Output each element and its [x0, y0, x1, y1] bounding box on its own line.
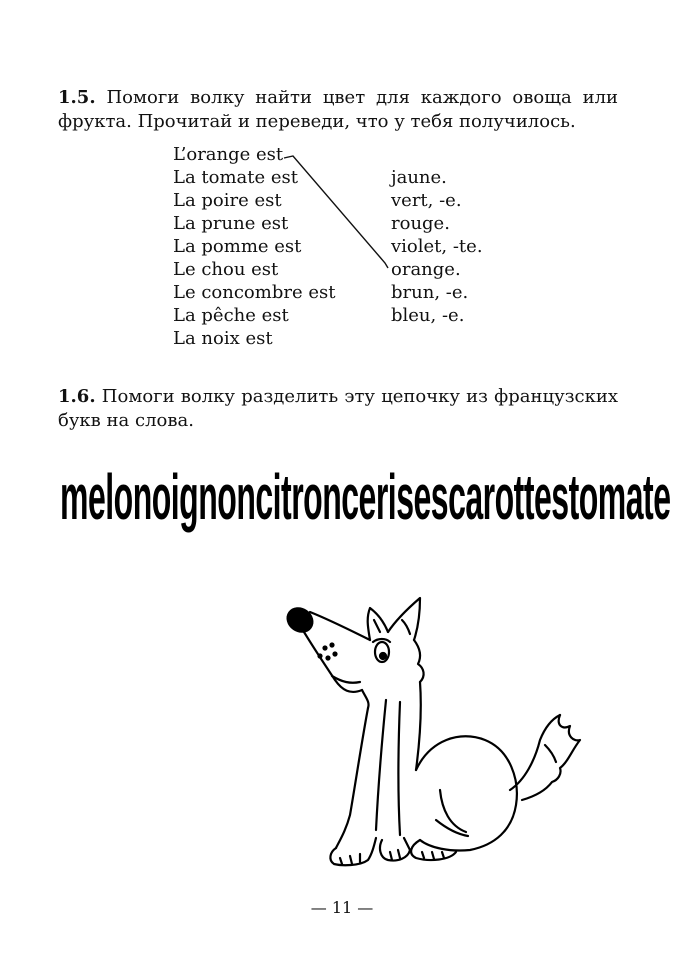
color-item: vert, -e.: [391, 190, 462, 211]
color-item: orange.: [391, 259, 461, 280]
subject-item: La tomate est: [173, 167, 299, 188]
color-item: rouge.: [391, 213, 450, 234]
subject-item: La noix est: [173, 328, 273, 349]
subject-item: L’orange est: [173, 144, 284, 165]
task-1-6-number: 1.6.: [58, 386, 96, 407]
subject-list: [173, 143, 335, 350]
color-item: brun, -e.: [391, 282, 469, 303]
color-item: violet, -te.: [391, 236, 483, 257]
subject-item: La poire est: [173, 190, 282, 211]
color-item: jaune.: [391, 167, 447, 188]
subject-item: Le chou est: [173, 259, 279, 280]
wolf-icon: [270, 590, 590, 880]
color-list: [391, 166, 483, 327]
color-item: bleu, -e.: [391, 305, 465, 326]
task-1-5-number: 1.5.: [58, 87, 96, 108]
task-1-6-instruction: [58, 385, 618, 433]
subject-item: La pêche est: [173, 305, 289, 326]
subject-item: La prune est: [173, 213, 289, 234]
subject-item: Le concombre est: [173, 282, 336, 303]
task-1-5-instruction: [58, 86, 618, 134]
task-1-6-text: Помоги волку разделить эту цепочку из французских букв на слова.: [58, 386, 618, 431]
subject-item: La pomme est: [173, 236, 302, 257]
page-number: — 11 —: [310, 898, 374, 917]
task-1-5-text: Помоги волку найти цвет для каждого овоща или фрукта. Прочитай и переведи, что у тебя получилось.: [58, 87, 618, 132]
french-letter-chain: melonoignoncitroncerisescarottestomate: [60, 461, 671, 533]
